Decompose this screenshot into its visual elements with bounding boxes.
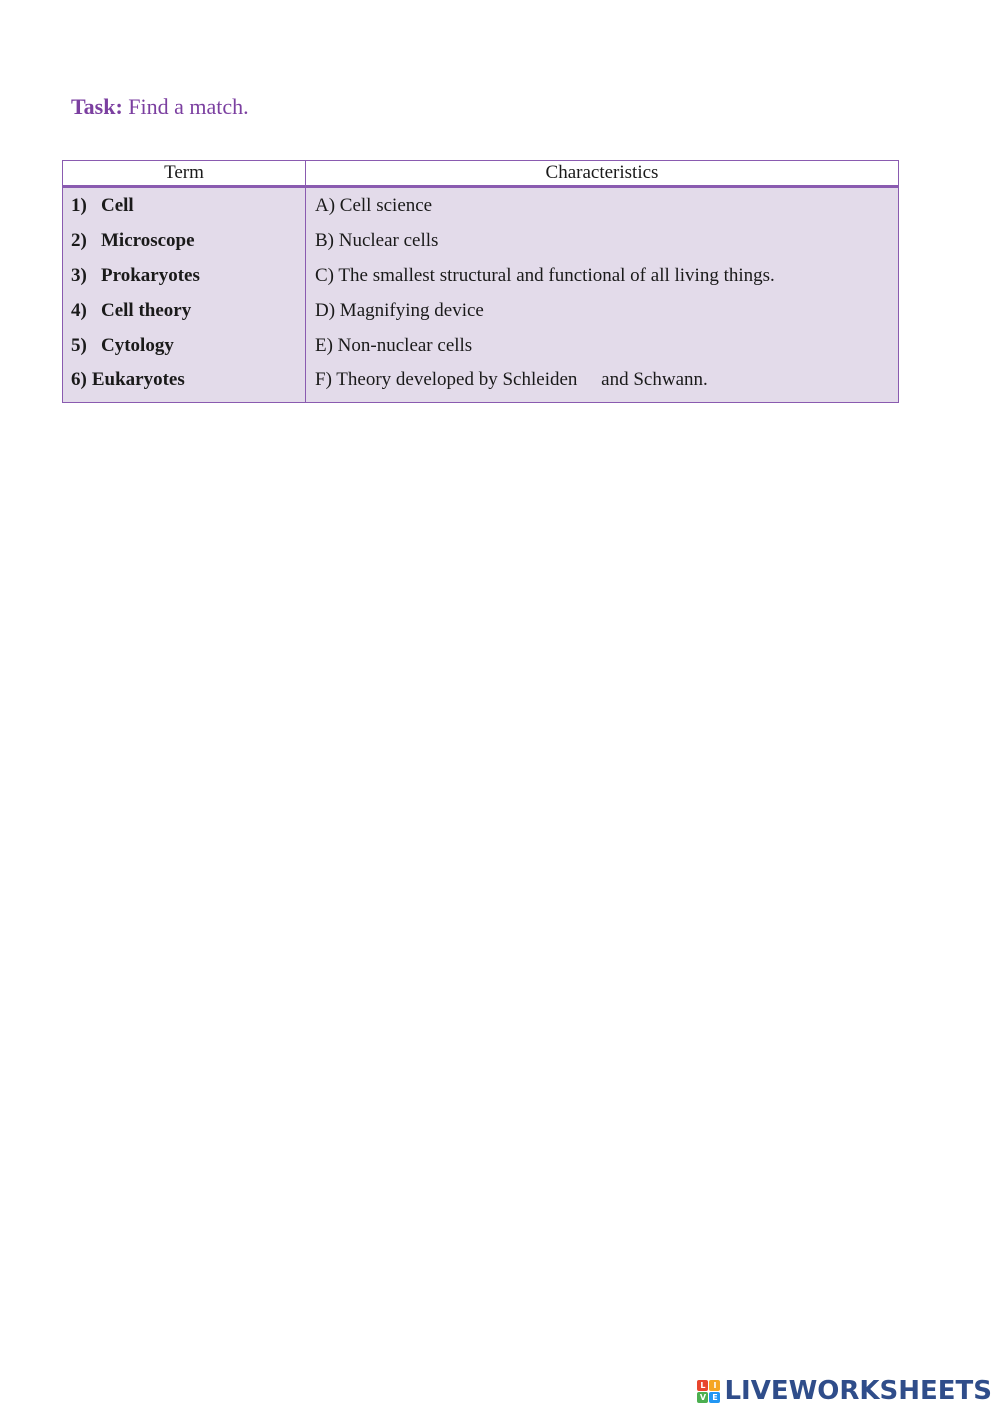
logo-tile: V: [697, 1392, 708, 1403]
header-characteristics: Characteristics: [306, 161, 899, 187]
characteristic-cell: D) Magnifying device: [306, 293, 899, 328]
table-row: [63, 328, 899, 363]
task-label: Task:: [71, 94, 123, 119]
term-cell: [63, 259, 306, 294]
table-row: [63, 363, 899, 402]
logo-tile: I: [709, 1380, 720, 1391]
table-row: [63, 224, 899, 259]
term-cell: [63, 293, 306, 328]
term-label: Microscope: [101, 230, 195, 252]
term-cell: [63, 224, 306, 259]
term-number: 2): [71, 230, 87, 252]
term-number: 1): [71, 195, 87, 217]
term-label: Cell theory: [101, 299, 192, 321]
liveworksheets-logo-icon: [697, 1380, 720, 1403]
logo-tile: E: [709, 1392, 720, 1403]
term-cell: [63, 328, 306, 363]
term-number: 3): [71, 264, 87, 286]
term-number: 5): [71, 334, 87, 356]
term-number: 6): [71, 369, 87, 391]
table-row: [63, 187, 899, 224]
task-heading: [71, 94, 249, 120]
term-cell: [63, 363, 306, 402]
matching-table: [62, 160, 899, 403]
table-row: [63, 259, 899, 294]
term-label: Eukaryotes: [91, 369, 185, 391]
characteristic-cell: B) Nuclear cells: [306, 224, 899, 259]
term-label: Cytology: [101, 334, 174, 356]
term-label: Cell: [101, 195, 134, 217]
table-header-row: [63, 161, 899, 187]
table-row: [63, 293, 899, 328]
characteristic-cell: C) The smallest structural and functional of all living things.: [306, 259, 899, 294]
liveworksheets-logo: [697, 1377, 992, 1405]
logo-wordmark: LIVEWORKSHEETS: [724, 1376, 992, 1406]
term-number: 4): [71, 299, 87, 321]
logo-tile: L: [697, 1380, 708, 1391]
characteristic-cell: F) Theory developed by Schleiden and Schwann.: [306, 363, 899, 402]
characteristic-cell: E) Non-nuclear cells: [306, 328, 899, 363]
term-label: Prokaryotes: [101, 264, 200, 286]
header-term: Term: [63, 161, 306, 187]
characteristic-cell: A) Cell science: [306, 187, 899, 224]
term-cell: [63, 187, 306, 224]
task-instruction: Find a match.: [128, 94, 249, 119]
